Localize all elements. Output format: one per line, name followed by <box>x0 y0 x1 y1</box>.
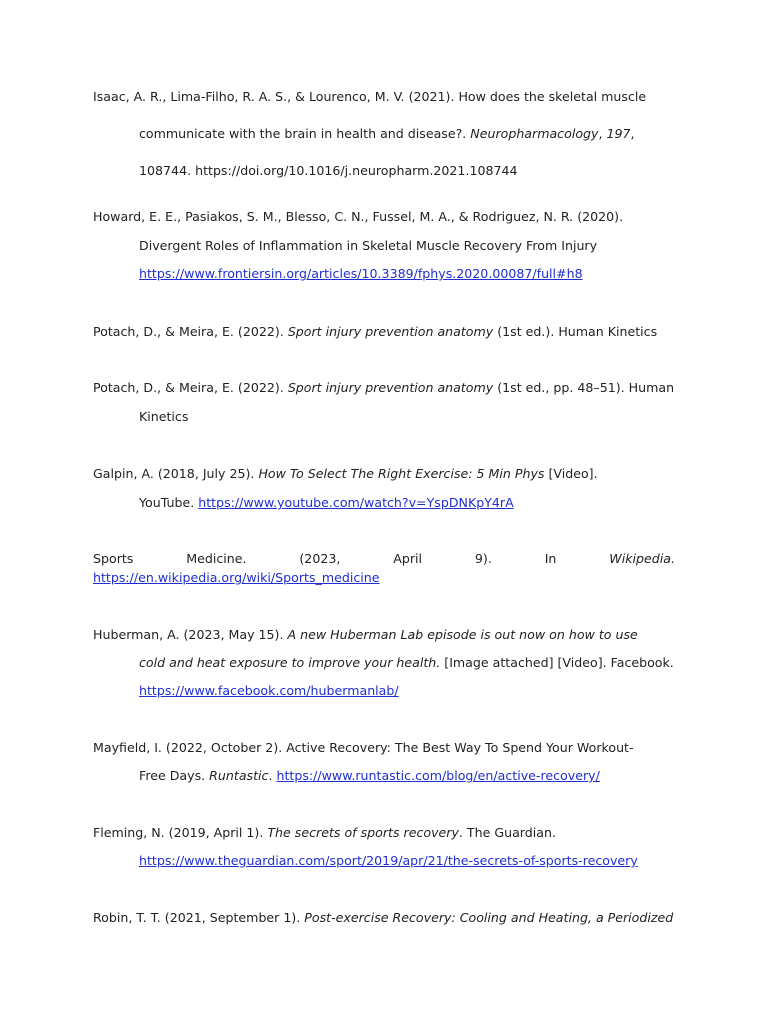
reference-line: cold and heat exposure to improve your health. [Image attached] [Video]. Facebook. <box>139 655 674 670</box>
reference-link[interactable]: https://www.youtube.com/watch?v=YspDNKpY4rA <box>198 495 514 510</box>
reference-line: Huberman, A. (2023, May 15). A new Huberman Lab episode is out now on how to use <box>93 627 638 642</box>
reference-line: Kinetics <box>139 409 189 424</box>
reference-link[interactable]: https://www.facebook.com/hubermanlab/ <box>139 683 399 698</box>
reference-line: 108744. https://doi.org/10.1016/j.neuropharm.2021.108744 <box>139 163 518 178</box>
reference-link[interactable]: https://en.wikipedia.org/wiki/Sports_medicine <box>93 570 380 585</box>
reference-line: Galpin, A. (2018, July 25). How To Select The Right Exercise: 5 Min Phys [Video]. <box>93 466 598 481</box>
reference-line-justified: Sports Medicine. (2023, April 9). In Wikipedia. <box>93 551 675 566</box>
reference-line <box>93 570 379 586</box>
reference-line: Potach, D., & Meira, E. (2022). Sport injury prevention anatomy (1st ed., pp. 48–51). Human <box>93 380 675 395</box>
reference-line: Free Days. Runtastic. https://www.runtastic.com/blog/en/active-recovery/ <box>139 768 600 783</box>
reference-link[interactable]: https://www.frontiersin.org/articles/10.3389/fphys.2020.00087/full#h8 <box>139 266 583 281</box>
reference-line <box>139 683 399 699</box>
reference-line: YouTube. https://www.youtube.com/watch?v=YspDNKpY4rA <box>139 495 514 510</box>
reference-line: Howard, E. E., Pasiakos, S. M., Blesso, C. N., Fussel, M. A., & Rodriguez, N. R. (2020). <box>93 209 624 224</box>
reference-line: Mayfield, I. (2022, October 2). Active Recovery: The Best Way To Spend Your Workout- <box>93 740 634 755</box>
reference-line <box>139 853 638 869</box>
reference-link[interactable]: https://www.runtastic.com/blog/en/active-recovery/ <box>276 768 600 783</box>
reference-line: Divergent Roles of Inflammation in Skeletal Muscle Recovery From Injury <box>139 238 598 253</box>
reference-line <box>139 266 583 282</box>
reference-link[interactable]: https://www.theguardian.com/sport/2019/apr/21/the-secrets-of-sports-recovery <box>139 853 638 868</box>
reference-line: Potach, D., & Meira, E. (2022). Sport injury prevention anatomy (1st ed.). Human Kinetics <box>93 324 658 339</box>
reference-line: Isaac, A. R., Lima-Filho, R. A. S., & Lourenco, M. V. (2021). How does the skeletal muscle <box>93 89 647 104</box>
reference-line: communicate with the brain in health and disease?. Neuropharmacology, 197, <box>139 126 635 141</box>
reference-line: Fleming, N. (2019, April 1). The secrets of sports recovery. The Guardian. <box>93 825 556 840</box>
reference-line: Robin, T. T. (2021, September 1). Post-exercise Recovery: Cooling and Heating, a Periodized <box>93 910 674 925</box>
